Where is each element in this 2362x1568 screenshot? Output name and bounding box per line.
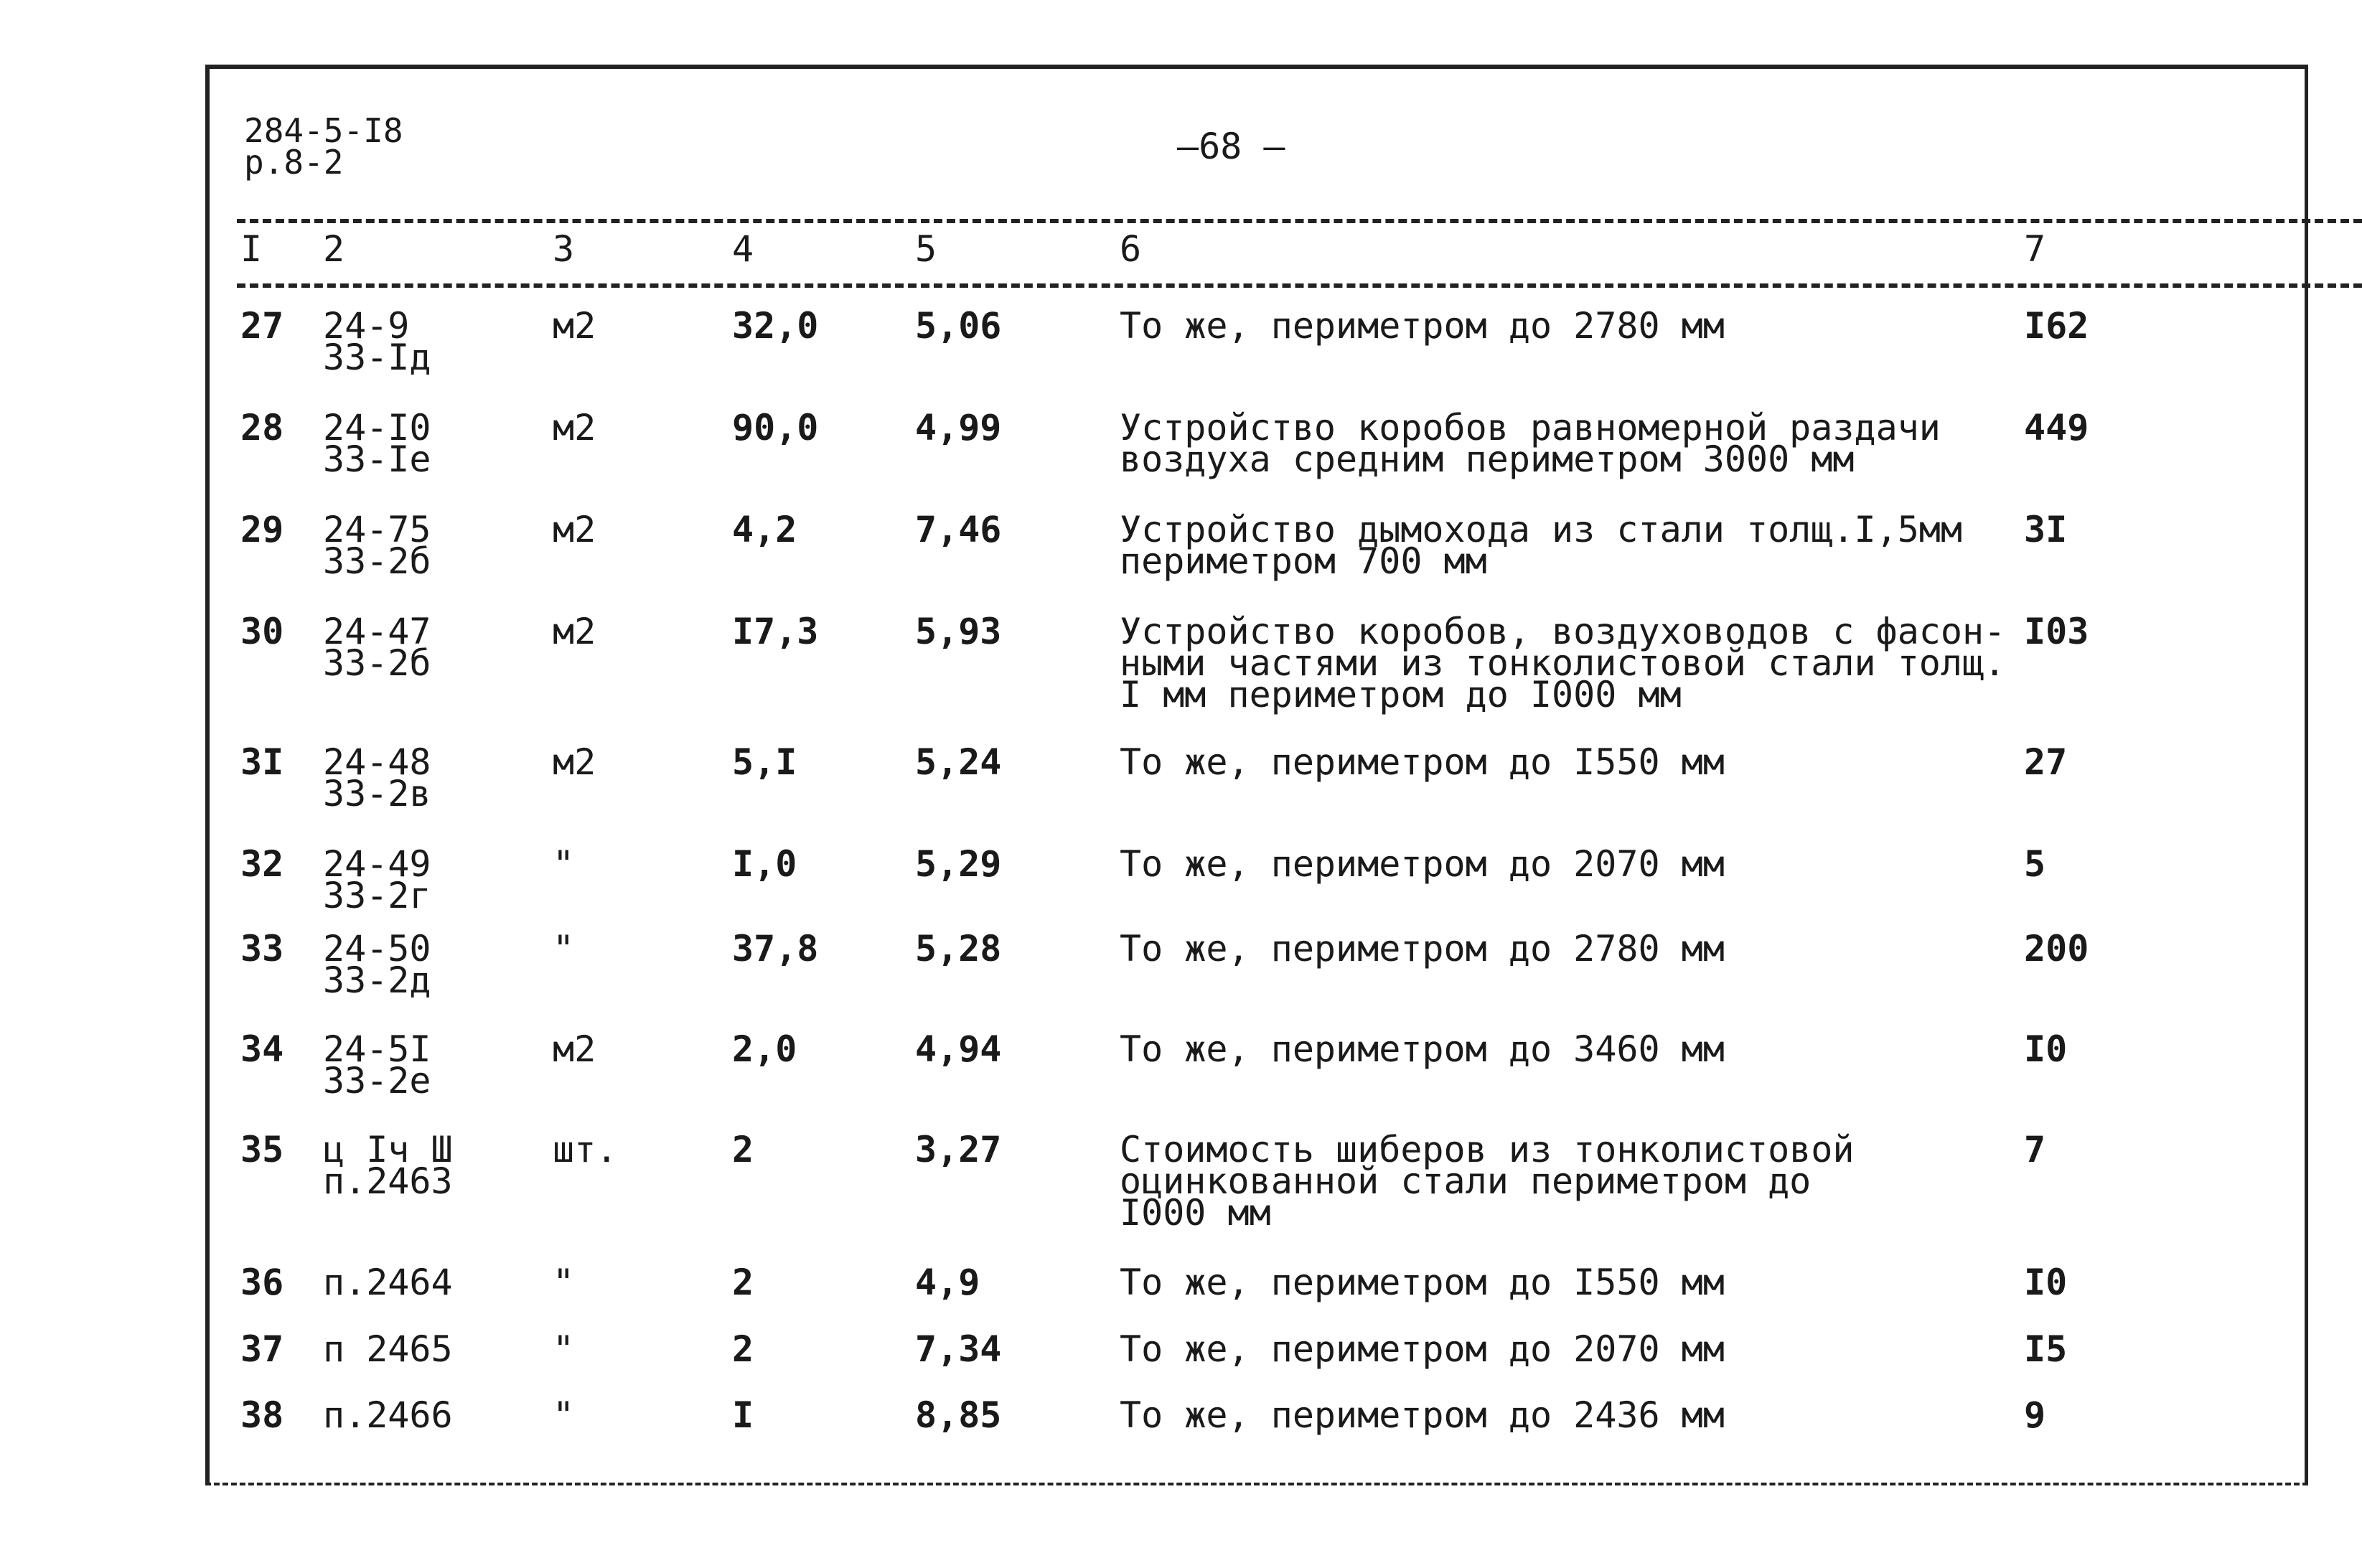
row-3I-desc: То же, периметром до I550 мм — [1120, 741, 1725, 783]
row-35-code: ц Iч Ш п.2463 — [323, 1129, 453, 1202]
row-36-n: 36 — [240, 1262, 284, 1303]
row-32-n: 32 — [240, 843, 284, 885]
row-27-code: 24-9 33-Iд — [323, 305, 431, 378]
row-3I-price: 5,24 — [915, 741, 1002, 783]
row-30-code: 24-47 33-2б — [323, 611, 431, 684]
row-29-desc: Устройство дымохода из стали толщ.I,5мм периметром 700 мм — [1120, 509, 1962, 582]
row-27-n: 27 — [240, 305, 284, 347]
row-35-n: 35 — [240, 1129, 284, 1170]
row-38-desc: То же, периметром до 2436 мм — [1120, 1394, 1725, 1436]
row-34-price: 4,94 — [915, 1028, 1002, 1070]
row-38-price: 8,85 — [915, 1394, 1002, 1436]
row-30-price: 5,93 — [915, 611, 1002, 652]
row-32-unit: " — [553, 843, 575, 885]
row-37-desc: То же, периметром до 2070 мм — [1120, 1328, 1725, 1370]
row-33-code: 24-50 33-2д — [323, 928, 431, 1001]
row-36-total: I0 — [2024, 1262, 2068, 1303]
row-38-qty: I — [732, 1394, 754, 1436]
row-37-total: I5 — [2024, 1328, 2068, 1370]
row-35-total: 7 — [2024, 1129, 2046, 1170]
row-27-total: I62 — [2024, 305, 2089, 347]
row-28-desc: Устройство коробов равномерной раздачи воздуха средним периметром 3000 мм — [1120, 407, 1941, 480]
row-30-desc: Устройство коробов, воздуховодов с фасон- ными частями из тонколистовой стали толщ. I мм периметром до I000 мм — [1120, 611, 2006, 715]
row-34-qty: 2,0 — [732, 1028, 797, 1070]
row-29-total: 3I — [2024, 509, 2068, 550]
row-35-qty: 2 — [732, 1129, 754, 1170]
row-30-qty: I7,3 — [732, 611, 819, 652]
row-38-code: п.2466 — [323, 1394, 453, 1436]
column-header-1: I — [240, 228, 263, 270]
row-32-desc: То же, периметром до 2070 мм — [1120, 843, 1725, 885]
row-35-unit: шт. — [553, 1129, 618, 1170]
row-36-qty: 2 — [732, 1262, 754, 1303]
row-34-total: I0 — [2024, 1028, 2068, 1070]
column-header-5: 5 — [915, 228, 937, 270]
row-32-price: 5,29 — [915, 843, 1002, 885]
row-3I-n: 3I — [240, 741, 284, 783]
row-3I-unit: м2 — [553, 741, 596, 783]
doc-code-line1: 284-5-I8 — [244, 111, 403, 150]
row-38-total: 9 — [2024, 1394, 2046, 1436]
row-30-total: I03 — [2024, 611, 2089, 652]
row-36-price: 4,9 — [915, 1262, 980, 1303]
row-29-unit: м2 — [553, 509, 596, 550]
row-33-unit: " — [553, 928, 575, 970]
header-bottom-rule — [237, 283, 2362, 288]
row-37-code: п 2465 — [323, 1328, 453, 1370]
row-3I-code: 24-48 33-2в — [323, 741, 431, 814]
row-34-desc: То же, периметром до 3460 мм — [1120, 1028, 1725, 1070]
page-number: —68 — — [1177, 126, 1285, 167]
row-27-price: 5,06 — [915, 305, 1002, 347]
row-29-qty: 4,2 — [732, 509, 797, 550]
row-33-qty: 37,8 — [732, 928, 819, 970]
row-28-unit: м2 — [553, 407, 596, 449]
row-37-qty: 2 — [732, 1328, 754, 1370]
row-28-code: 24-I0 33-Iе — [323, 407, 431, 480]
row-38-unit: " — [553, 1394, 575, 1436]
row-37-unit: " — [553, 1328, 575, 1370]
document-code — [244, 111, 403, 182]
row-35-desc: Стоимость шиберов из тонколистовой оцинкованной стали периметром до I000 мм — [1120, 1129, 1855, 1234]
row-32-qty: I,0 — [732, 843, 797, 885]
row-37-n: 37 — [240, 1328, 284, 1370]
row-34-n: 34 — [240, 1028, 284, 1070]
row-3I-total: 27 — [2024, 741, 2068, 783]
row-28-total: 449 — [2024, 407, 2089, 449]
row-33-desc: То же, периметром до 2780 мм — [1120, 928, 1725, 970]
row-37-price: 7,34 — [915, 1328, 1002, 1370]
row-27-desc: То же, периметром до 2780 мм — [1120, 305, 1725, 347]
column-header-2: 2 — [323, 228, 345, 270]
row-35-price: 3,27 — [915, 1129, 1002, 1170]
row-38-n: 38 — [240, 1394, 284, 1436]
row-27-unit: м2 — [553, 305, 596, 347]
column-header-6: 6 — [1120, 228, 1142, 270]
row-29-code: 24-75 33-2б — [323, 509, 431, 582]
row-33-price: 5,28 — [915, 928, 1002, 970]
column-header-3: 3 — [553, 228, 575, 270]
column-header-7: 7 — [2024, 228, 2046, 270]
doc-code-line2: р.8-2 — [244, 143, 344, 182]
row-30-n: 30 — [240, 611, 284, 652]
row-33-n: 33 — [240, 928, 284, 970]
row-36-code: п.2464 — [323, 1262, 453, 1303]
row-36-desc: То же, периметром до I550 мм — [1120, 1262, 1725, 1303]
row-28-qty: 90,0 — [732, 407, 819, 449]
row-27-qty: 32,0 — [732, 305, 819, 347]
row-34-unit: м2 — [553, 1028, 596, 1070]
row-34-code: 24-5I 33-2е — [323, 1028, 431, 1102]
row-28-price: 4,99 — [915, 407, 1002, 449]
row-32-code: 24-49 33-2г — [323, 843, 431, 916]
row-33-total: 200 — [2024, 928, 2089, 970]
row-32-total: 5 — [2024, 843, 2046, 885]
header-top-rule — [237, 219, 2362, 223]
column-header-4: 4 — [732, 228, 754, 270]
row-29-price: 7,46 — [915, 509, 1002, 550]
row-36-unit: " — [553, 1262, 575, 1303]
row-3I-qty: 5,I — [732, 741, 797, 783]
row-30-unit: м2 — [553, 611, 596, 652]
row-28-n: 28 — [240, 407, 284, 449]
row-29-n: 29 — [240, 509, 284, 550]
